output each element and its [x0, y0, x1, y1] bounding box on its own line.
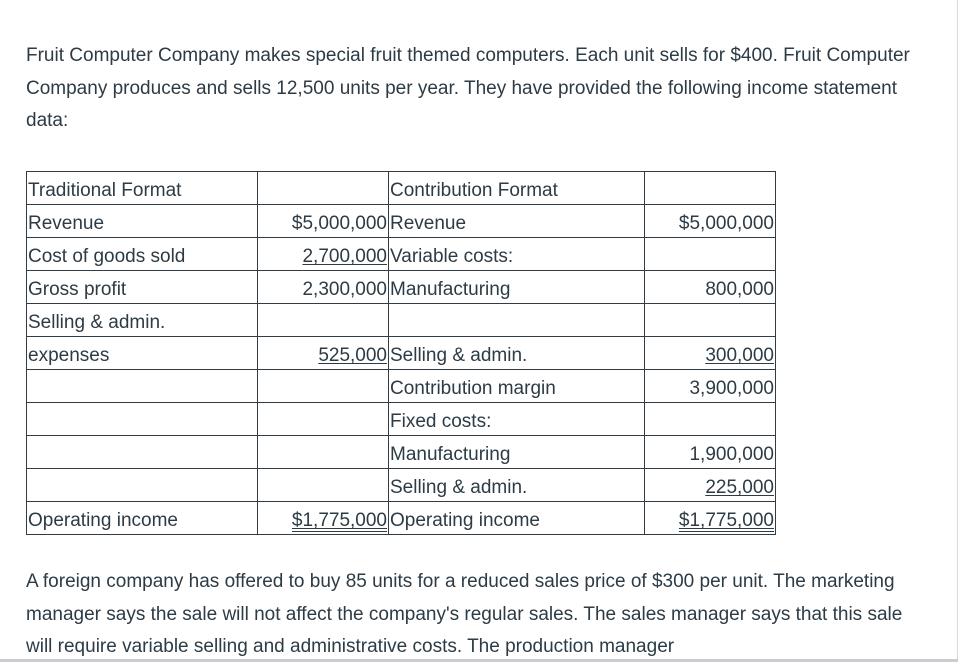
table-row: [27, 238, 776, 271]
table-cell: [645, 403, 776, 436]
table-cell: Variable costs:: [389, 238, 645, 271]
table-row: [27, 205, 776, 238]
table-row: [27, 403, 776, 436]
table-cell: Selling & admin.: [27, 304, 258, 337]
table-cell: expenses: [27, 337, 258, 370]
table-cell: [27, 403, 258, 436]
table-row: [27, 469, 776, 502]
table-cell: [258, 436, 389, 469]
table-cell: [645, 172, 776, 205]
table-cell: Cost of goods sold: [27, 238, 258, 271]
double-underlined-value: $1,775,000: [678, 510, 774, 531]
table-row: [27, 337, 776, 370]
table-cell: [258, 304, 389, 337]
table-cell: 1,900,000: [645, 436, 776, 469]
table-cell: Revenue: [27, 205, 258, 238]
table-cell: Contribution margin: [389, 370, 645, 403]
table-cell: Fixed costs:: [389, 403, 645, 436]
table-cell: Manufacturing: [389, 271, 645, 304]
table-row: [27, 304, 776, 337]
table-row: [27, 172, 776, 205]
table-cell: [389, 304, 645, 337]
table-cell: [645, 469, 776, 502]
problem-question-paragraph: A foreign company has offered to buy 85 units for a reduced sales price of $300 per unit. The marketing manager says the sale will not affect the company's regular sales. The sales manager says that this sale will require variable selling and administrative costs. The production manager: [26, 571, 903, 657]
table-cell: $5,000,000: [258, 205, 389, 238]
table-row: [27, 502, 776, 535]
table-cell: Manufacturing: [389, 436, 645, 469]
traditional-format-header: Traditional Format: [27, 172, 258, 205]
table-cell: $5,000,000: [645, 205, 776, 238]
table-cell: [258, 403, 389, 436]
table-cell: [258, 238, 389, 271]
table-cell: [258, 502, 389, 535]
table-row: [27, 370, 776, 403]
table-cell: [645, 337, 776, 370]
table-cell: [258, 337, 389, 370]
underlined-value: 2,700,000: [302, 246, 387, 267]
problem-intro-paragraph: Fruit Computer Company makes special fruit themed computers. Each unit sells for $400. Fruit Computer Company produces and sells 12,500 units per year. They have provided the following income statement data:: [26, 45, 910, 131]
table-cell: Selling & admin.: [389, 337, 645, 370]
table-cell: [645, 238, 776, 271]
underlined-value: 300,000: [705, 345, 774, 366]
double-underlined-value: $1,775,000: [291, 510, 387, 531]
table-cell: Operating income: [389, 502, 645, 535]
table-row: [27, 436, 776, 469]
table-cell: 800,000: [645, 271, 776, 304]
table-cell: [27, 469, 258, 502]
table-cell: Gross profit: [27, 271, 258, 304]
contribution-format-header: Contribution Format: [389, 172, 645, 205]
table-cell: [258, 172, 389, 205]
table-cell: [258, 469, 389, 502]
table-row: [27, 271, 776, 304]
table-cell: [27, 436, 258, 469]
table-cell: 3,900,000: [645, 370, 776, 403]
underlined-value: 225,000: [705, 477, 774, 498]
table-cell: [27, 370, 258, 403]
table-cell: 2,300,000: [258, 271, 389, 304]
table-cell: [645, 502, 776, 535]
table-cell: Revenue: [389, 205, 645, 238]
table-cell: Operating income: [27, 502, 258, 535]
table-cell: Selling & admin.: [389, 469, 645, 502]
income-statement-table: [26, 171, 776, 535]
underlined-value: 525,000: [318, 345, 387, 366]
table-cell: [258, 370, 389, 403]
table-cell: [645, 304, 776, 337]
